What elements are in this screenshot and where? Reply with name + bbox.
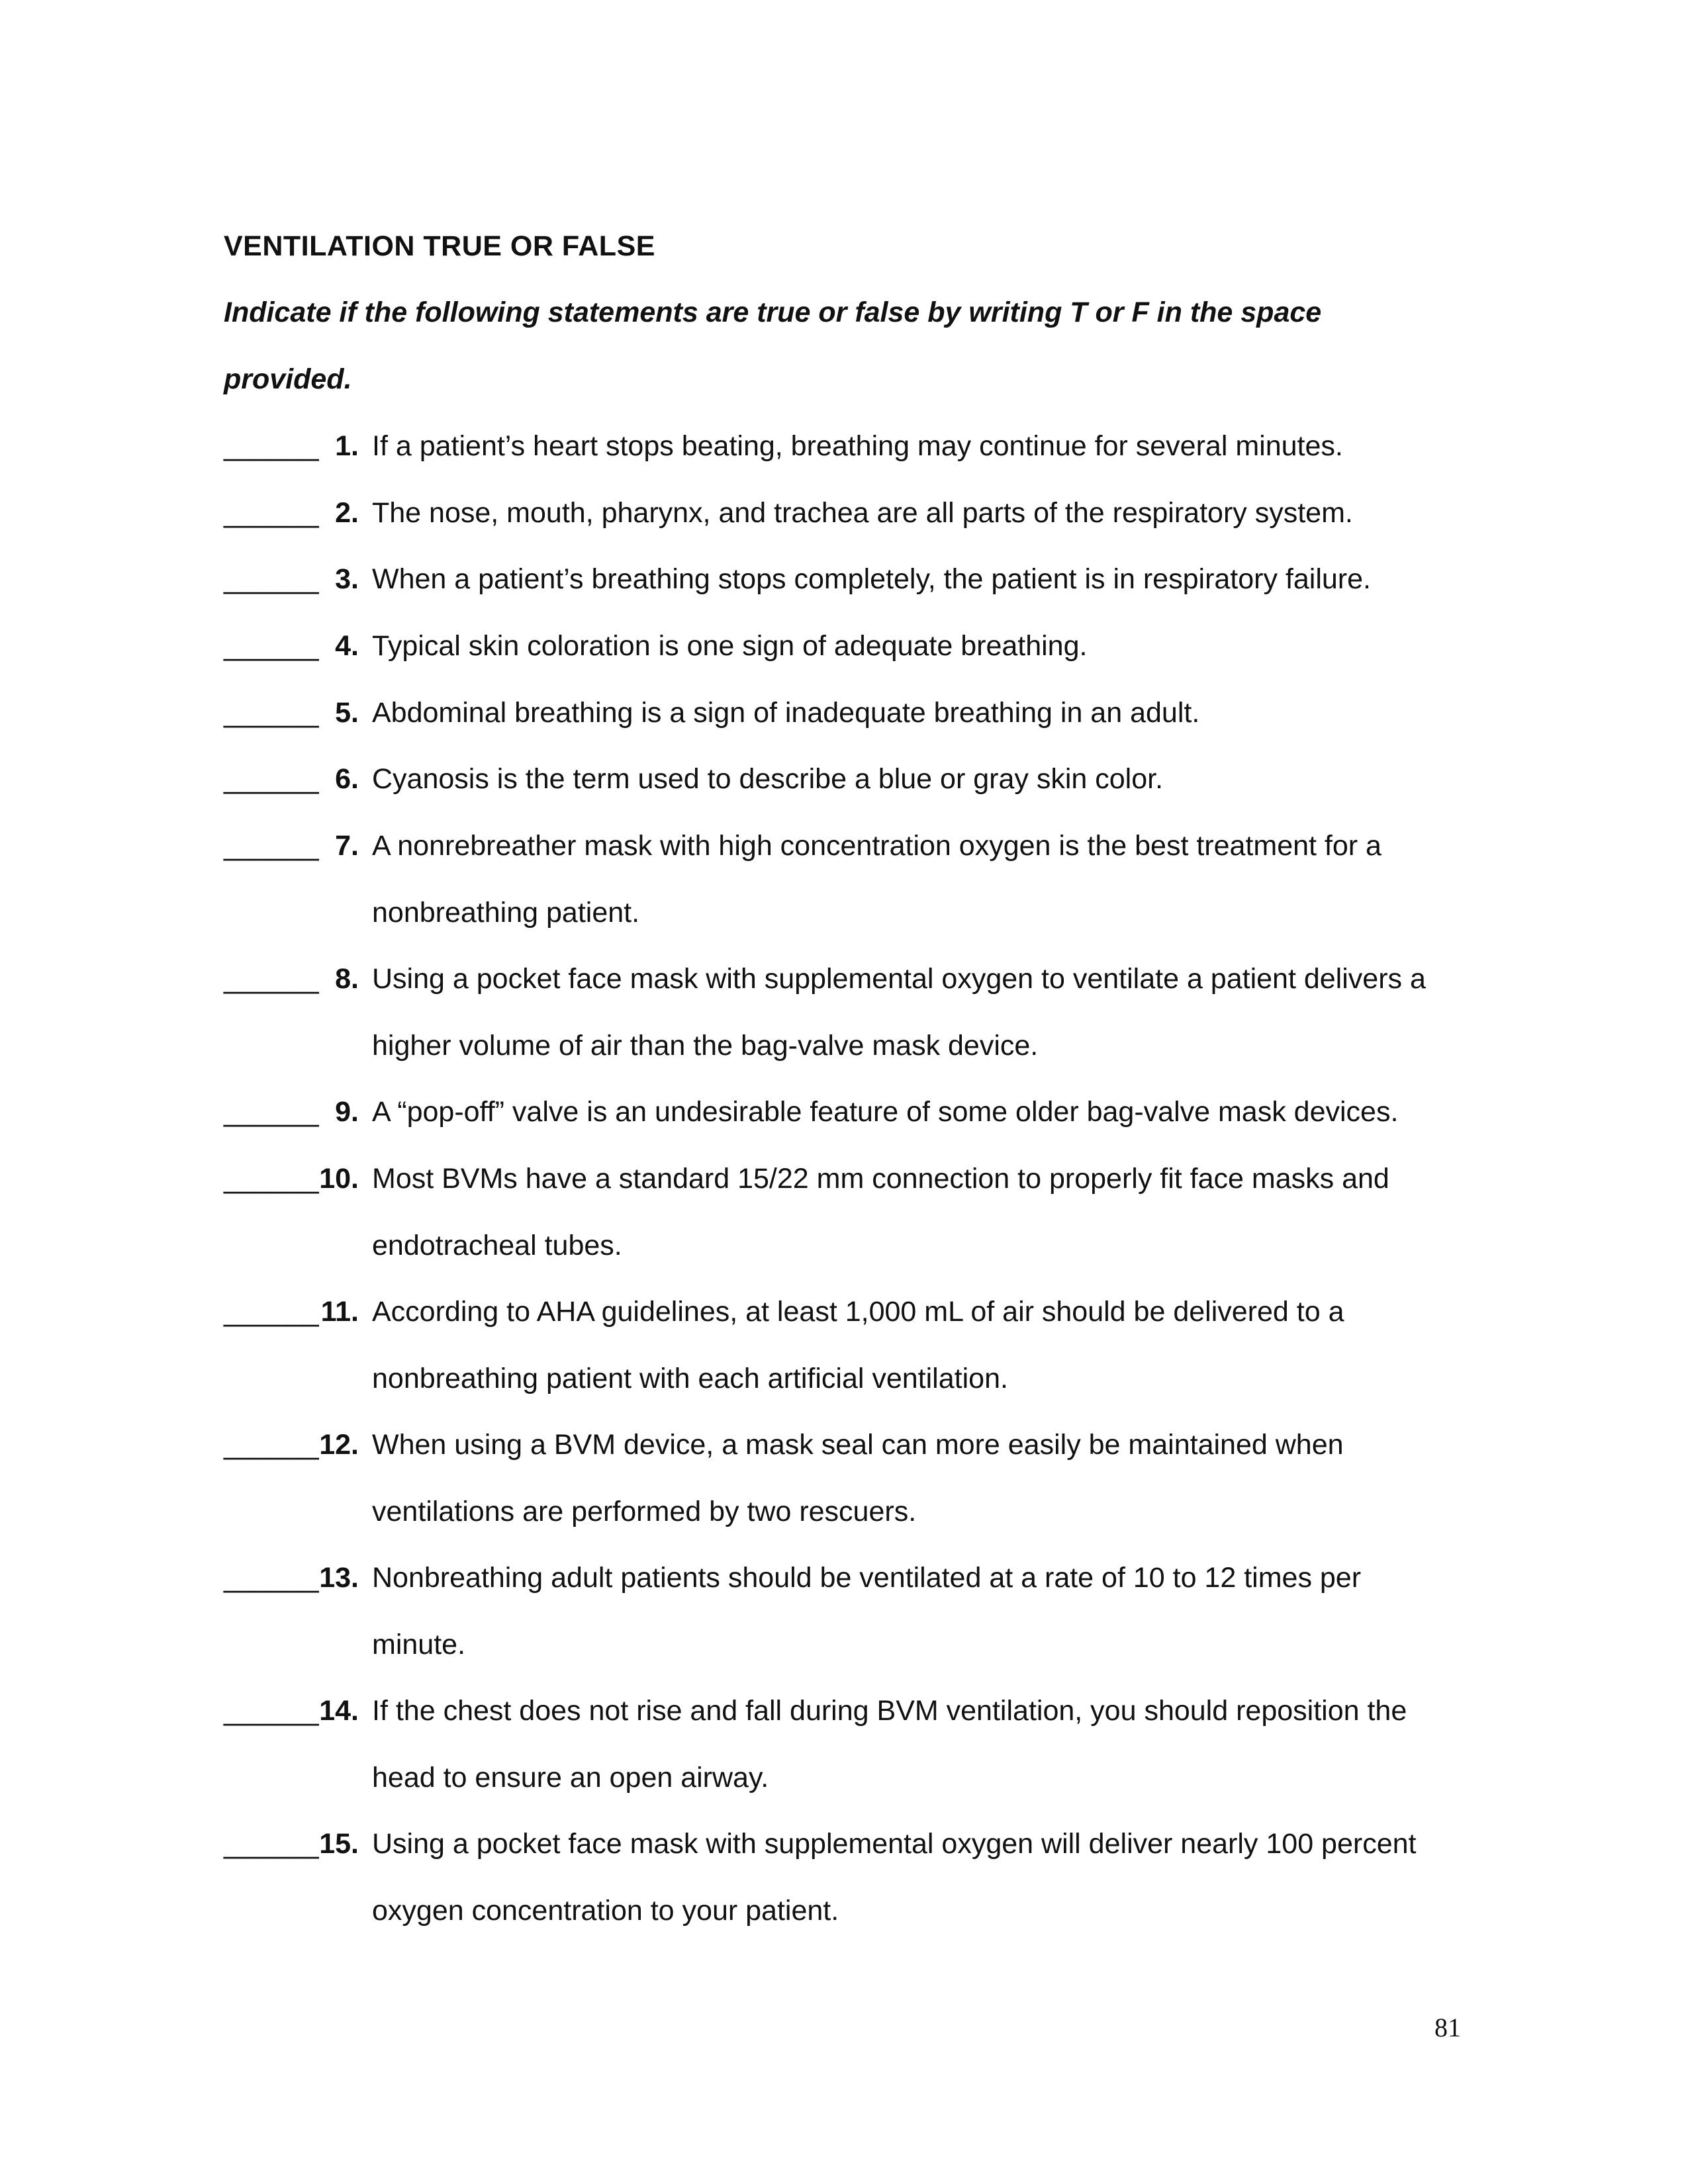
- question-text-continued: endotracheal tubes.: [372, 1230, 622, 1261]
- answer-blank[interactable]: ______: [224, 497, 319, 529]
- question-text: A “pop-off” valve is an undesirable feature of some older bag-valve mask devices.: [372, 1096, 1399, 1128]
- question-text: According to AHA guidelines, at least 1,000 mL of air should be delivered to a: [372, 1296, 1344, 1328]
- answer-blank[interactable]: ______: [224, 763, 319, 795]
- answer-blank[interactable]: ______: [224, 630, 319, 662]
- question-number: 10.: [319, 1163, 359, 1195]
- page-number: 81: [1434, 2013, 1461, 2042]
- question-text: When a patient’s breathing stops completely, the patient is in respiratory failure.: [372, 563, 1371, 595]
- question-text: When using a BVM device, a mask seal can more easily be maintained when: [372, 1429, 1344, 1461]
- question-number: 13.: [319, 1562, 359, 1594]
- question-number: 7.: [335, 830, 359, 862]
- question-number: 9.: [335, 1096, 359, 1128]
- question-number: 1.: [335, 430, 359, 462]
- question-number: 14.: [319, 1695, 359, 1727]
- answer-blank[interactable]: ______: [224, 830, 319, 862]
- question-text: Nonbreathing adult patients should be ventilated at a rate of 10 to 12 times per: [372, 1562, 1362, 1594]
- question-number: 11.: [320, 1296, 359, 1328]
- question-text-continued: ventilations are performed by two rescuers.: [372, 1496, 917, 1527]
- question-text: Using a pocket face mask with supplemental oxygen will deliver nearly 100 percent: [372, 1828, 1417, 1860]
- question-number: 3.: [335, 563, 359, 595]
- answer-blank[interactable]: ______: [224, 1562, 319, 1594]
- answer-blank[interactable]: ______: [224, 1096, 319, 1128]
- question-text: If a patient’s heart stops beating, breathing may continue for several minutes.: [372, 430, 1343, 462]
- question-text: The nose, mouth, pharynx, and trachea are all parts of the respiratory system.: [372, 497, 1353, 529]
- instructions-line-2: provided.: [224, 363, 352, 395]
- answer-blank[interactable]: ______: [224, 1429, 319, 1461]
- section-title: VENTILATION TRUE OR FALSE: [224, 230, 655, 262]
- question-text-continued: nonbreathing patient with each artificial ventilation.: [372, 1363, 1008, 1394]
- question-text: If the chest does not rise and fall during BVM ventilation, you should reposition the: [372, 1695, 1407, 1727]
- question-text: Most BVMs have a standard 15/22 mm connection to properly fit face masks and: [372, 1163, 1389, 1195]
- question-text-continued: oxygen concentration to your patient.: [372, 1895, 839, 1927]
- question-number: 6.: [335, 763, 359, 795]
- question-text-continued: higher volume of air than the bag-valve mask device.: [372, 1030, 1039, 1062]
- answer-blank[interactable]: ______: [224, 697, 319, 729]
- question-text: A nonrebreather mask with high concentration oxygen is the best treatment for a: [372, 830, 1382, 862]
- question-text-continued: nonbreathing patient.: [372, 897, 640, 929]
- question-text: Using a pocket face mask with supplemental oxygen to ventilate a patient delivers a: [372, 963, 1426, 995]
- question-number: 12.: [319, 1429, 359, 1461]
- question-text: Abdominal breathing is a sign of inadequate breathing in an adult.: [372, 697, 1200, 729]
- answer-blank[interactable]: ______: [224, 430, 319, 462]
- question-number: 4.: [335, 630, 359, 662]
- question-text: Typical skin coloration is one sign of adequate breathing.: [372, 630, 1088, 662]
- instructions-line-1: Indicate if the following statements are true or false by writing T or F in the space: [224, 296, 1322, 328]
- answer-blank[interactable]: ______: [224, 563, 319, 595]
- answer-blank[interactable]: ______: [224, 1695, 319, 1727]
- answer-blank[interactable]: ______: [224, 1296, 319, 1328]
- answer-blank[interactable]: ______: [224, 1163, 319, 1195]
- answer-blank[interactable]: ______: [224, 1828, 319, 1860]
- answer-blank[interactable]: ______: [224, 963, 319, 995]
- question-number: 8.: [335, 963, 359, 995]
- question-text-continued: minute.: [372, 1629, 466, 1661]
- question-number: 2.: [335, 497, 359, 529]
- question-text-continued: head to ensure an open airway.: [372, 1762, 769, 1794]
- question-number: 15.: [319, 1828, 359, 1860]
- question-number: 5.: [335, 697, 359, 729]
- question-text: Cyanosis is the term used to describe a blue or gray skin color.: [372, 763, 1164, 795]
